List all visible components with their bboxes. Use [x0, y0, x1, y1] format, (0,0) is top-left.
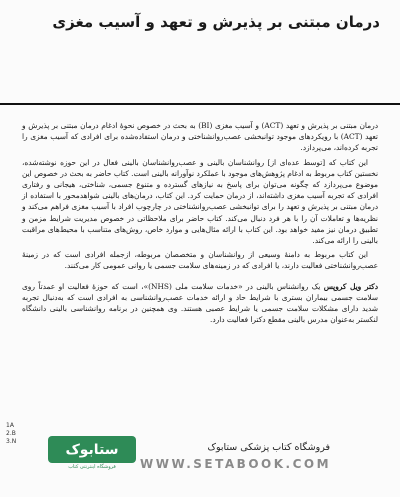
side-number: 3.N — [6, 438, 17, 445]
store-title: فروشگاه کتاب پزشکی ستابوک — [207, 442, 330, 453]
store-url[interactable]: WWW.SETABOOK.COM — [140, 457, 332, 471]
page-title: درمان مبتنی بر پذیرش و تعهد و آسیب مغزی — [52, 13, 380, 31]
title-divider — [0, 103, 400, 105]
footer — [0, 422, 400, 497]
setabook-logo — [48, 436, 136, 472]
author-bio-text: یک روانشناس بالینی در «خدمات سلامت ملی (NHS)»، است که حوزۀ فعالیت او عمدتاً روی سلامت جسمی بیماران بستری با شرایط حاد و ارائه خدمات عصب‌روانشناسی به افرادی است که به‌دنبال تجربه شدید دارای مشکلات سلامت جسمی یا شرایط عصبی هستند. وی همچنین در برنامه روانشناسی بالینی دانشگاه لنکستر به‌عنوان مدرس بالینی مقطع دکترا فعالیت دارد. — [22, 281, 378, 325]
paragraph-audience: این کتاب مربوط به دامنۀ وسیعی از روانشناسان و متخصصان مربوطه، ازجمله افرادی است که در زمینۀ عصب‌روانشناختی فعالیت دارند، یا افرادی که در زمینه‌های سلامت جسمی یا روانی عمومی کار می‌کنند. — [22, 250, 378, 271]
paragraph-intro: درمان مبتنی بر پذیرش و تعهد (ACT) و آسیب مغزی (BI) به بحث در خصوص نحوۀ ادغام درمان مبتنی بر پذیرش و تعهد (ACT) با رویکردهای موجود توانبخشی عصب‌روانشناختی و درمان استفاده‌شده برای افرادی که آسیب مغزی را تجربه کرده‌اند، می‌پردازد. — [22, 121, 378, 153]
book-description — [22, 120, 378, 328]
logo-text: ستابوک — [48, 436, 136, 463]
logo-subtitle: فروشگاه اینترنتی کتاب — [68, 464, 116, 470]
side-number: 2.B — [6, 430, 16, 437]
paragraph-overview: این کتاب که [توسط عده‌ای از] روانشناسان بالینی و عصب‌روانشناسان بالینی فعال در این حوزه نوشته‌شده، نخستین کتاب مربوط به ادغام پژوهش‌های موجود با عملکرد نوآورانه بالینی است. کتاب حاضر به بحث در خصوص این موضوع می‌پردازد که چگونه می‌توان برای پاسخ به نیازهای گسترده و متنوع جسمی، شناختی، هیجانی و رفتاری افرادی که تجربه آسیب مغزی داشته‌اند، از درمان حمایت کرد. این کتاب، درمان‌های بالینی شواهدمحور با استفاده از درمان مبتنی بر پذیرش و تعهد را برای توانبخشی عصب‌روانشناختی در چارچوب افراد با آسیب مغزی فراهم می‌کند و نظریه‌ها و تعاملات آن را با هر فرد دنبال می‌کند. کتاب حاضر برای ملاحظاتی در خصوص مدیریت شرایط مزمن و تطبیق درمان نیز مفید خواهد بود. این کتاب با ارائه مثال‌هایی و موارد خاص، روش‌های متناسب با محیط‌های مراقبت بالینی را ارائه می‌کند. — [22, 157, 378, 246]
side-numbers — [6, 422, 16, 446]
side-number: 1A — [6, 422, 14, 429]
author-bio — [22, 281, 378, 326]
author-name: دکتر ویل کروپس — [323, 281, 378, 291]
